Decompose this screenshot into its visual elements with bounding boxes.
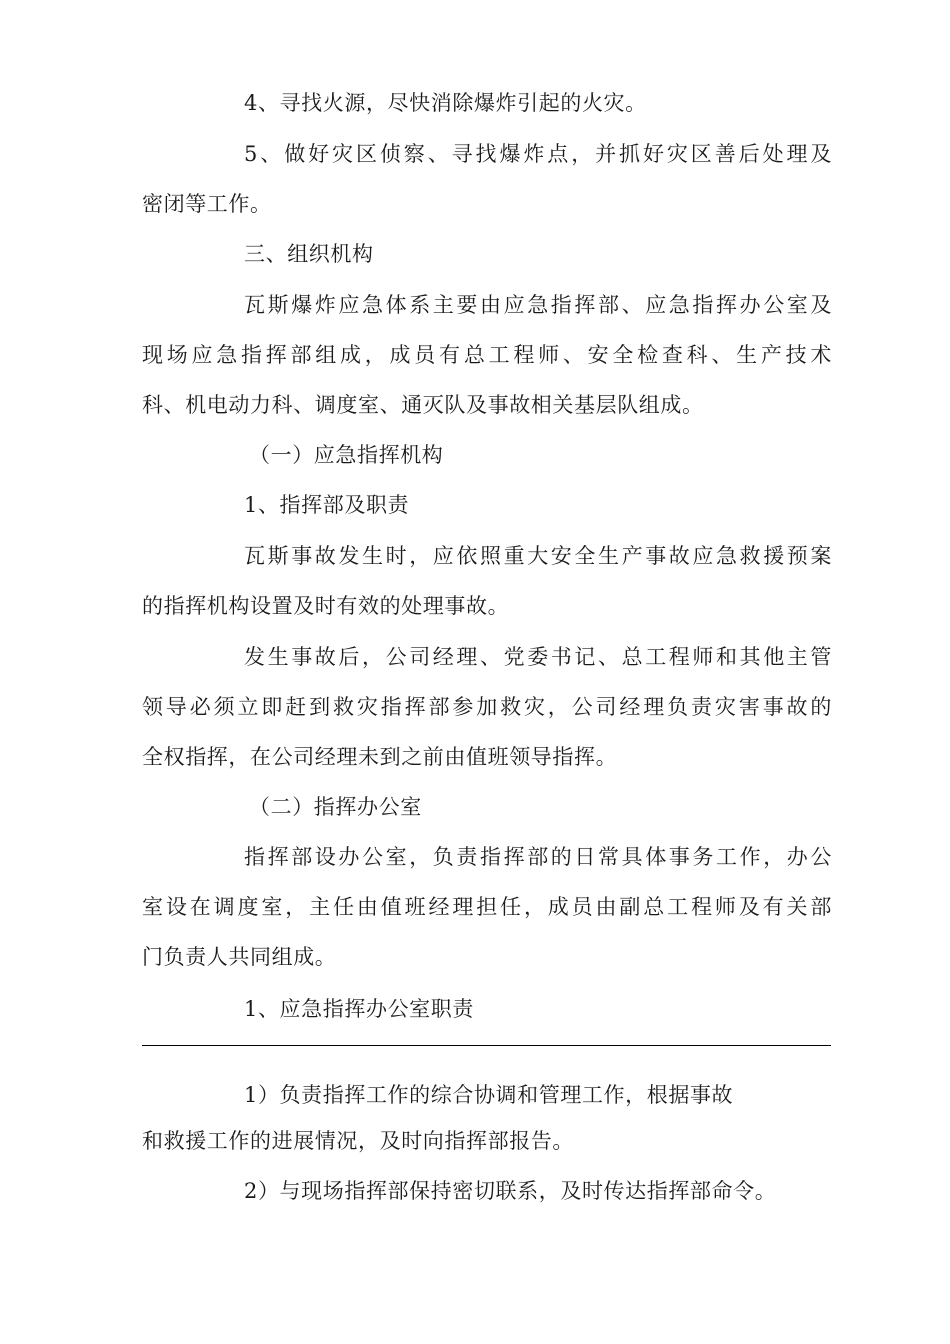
paragraph-line: 2）与现场指挥部保持密切联系，及时传达指挥部命令。 xyxy=(244,1179,777,1203)
paragraph-line: 的指挥机构设置及时有效的处理事故。 xyxy=(142,594,510,618)
paragraph-line: 领导必须立即赶到救灾指挥部参加救灾，公司经理负责灾害事故的 xyxy=(142,695,832,719)
paragraph-line: 1）负责指挥工作的综合协调和管理工作，根据事故 xyxy=(244,1083,734,1107)
paragraph-line: 和救援工作的进展情况，及时向指挥部报告。 xyxy=(142,1129,574,1153)
page-divider xyxy=(142,1045,831,1046)
paragraph-line: 瓦斯事故发生时，应依照重大安全生产事故应急救援预案 xyxy=(244,544,832,568)
paragraph-line: 瓦斯爆炸应急体系主要由应急指挥部、应急指挥办公室及 xyxy=(244,293,832,317)
item-heading: 1、指挥部及职责 xyxy=(244,493,410,517)
paragraph-line: 现场应急指挥部组成，成员有总工程师、安全检查科、生产技术 xyxy=(142,343,832,367)
paragraph-line: 4、寻找火源，尽快消除爆炸引起的火灾。 xyxy=(244,91,647,115)
paragraph-line: 室设在调度室，主任由值班经理担任，成员由副总工程师及有关部 xyxy=(142,895,832,919)
section-heading: 三、组织机构 xyxy=(244,242,374,266)
item-heading: 1、应急指挥办公室职责 xyxy=(244,997,474,1021)
paragraph-line: 门负责人共同组成。 xyxy=(142,945,337,969)
subsection-heading: （二）指挥办公室 xyxy=(249,795,422,819)
paragraph-line: 科、机电动力科、调度室、通灭队及事故相关基层队组成。 xyxy=(142,393,704,417)
paragraph-line: 全权指挥，在公司经理未到之前由值班领导指挥。 xyxy=(142,745,618,769)
paragraph-line: 发生事故后，公司经理、党委书记、总工程师和其他主管 xyxy=(244,645,832,669)
paragraph-line: 密闭等工作。 xyxy=(142,192,272,216)
subsection-heading: （一）应急指挥机构 xyxy=(249,443,444,467)
paragraph-line: 5、做好灾区侦察、寻找爆炸点，并抓好灾区善后处理及 xyxy=(244,142,832,166)
paragraph-line: 指挥部设办公室，负责指挥部的日常具体事务工作，办公 xyxy=(244,845,832,869)
